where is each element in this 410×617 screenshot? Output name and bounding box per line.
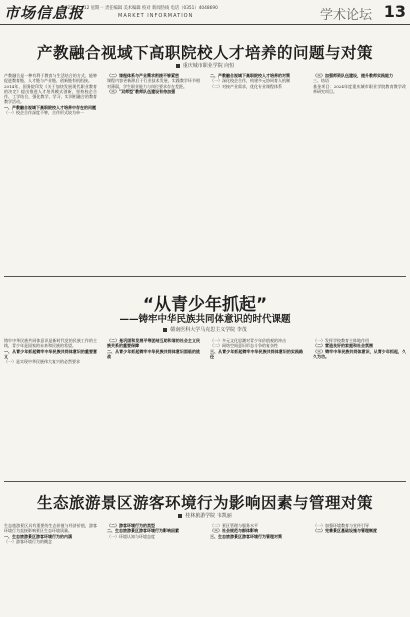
article-3-byline <box>0 512 410 519</box>
article-1-author: 重庆城市职业学院 向恒 <box>182 63 235 69</box>
paragraph: 2014年，国务院印发《关于加快发展现代职业教育的决定》提出推进人才培养模式创新，坚持校企合作、工学结合，强化教学、学习、实训相融合的教育教学活动。 <box>4 83 97 105</box>
paragraph: （二）景区管理与服务水平 <box>210 523 258 528</box>
article-3-column-2 <box>107 523 200 613</box>
paragraph: （二）对接产业需求，优化专业课程体系 <box>210 83 282 89</box>
section-heading: 一、从青少年抓起铸牢中华民族共同体意识的重要意义 <box>4 348 97 359</box>
article-2-column-3 <box>210 338 303 476</box>
issue-info: 2025 · 6 · 12 星期一 责任编辑 美术编辑 校对 新闻热线 电话（0351）4048690 <box>62 6 218 11</box>
article-2-column-1 <box>4 338 97 476</box>
article-divider <box>4 481 406 482</box>
article-2-author: 赣南医科大学马克思主义学院 李茂 <box>170 327 247 333</box>
article-2-column-4 <box>313 338 406 476</box>
article-1-column-3 <box>210 73 303 268</box>
article-1-headline: 产教融合视域下高职院校人才培养的问题与对策 <box>36 44 373 62</box>
paragraph: （一）多元文化思潮对青少年价值观的冲击 <box>210 338 286 343</box>
section-heading: （三）社会规范与群体影响 <box>210 528 258 534</box>
byline-square-icon <box>178 514 182 518</box>
byline-square-icon <box>163 328 167 332</box>
section-heading: 一、产教融合视域下高职院校人才培养中存在的问题 <box>4 104 96 110</box>
section-heading: 二、生态旅游景区游客环境行为影响因素 <box>107 528 179 534</box>
article-2-subheadline: ——铸牢中华民族共同体意识的时代课题 <box>119 314 291 325</box>
paragraph: 三、结语 <box>313 78 329 84</box>
paragraph: （二）网络空间意识形态斗争的复杂性 <box>210 343 278 349</box>
section-heading: （三）加强师资队伍建设，提升教师实践能力 <box>313 73 393 78</box>
paragraph: （一）深化校企合作，构建多元协同育人机制 <box>210 78 290 84</box>
article-1-column-4 <box>313 73 406 268</box>
section-heading: （二）课程体系与产业需求衔接不够紧密 <box>107 73 179 78</box>
article-2-byline <box>0 326 410 333</box>
section-heading: 二、从青少年抓起铸牢中华民族共同体意识面临的挑战 <box>107 348 200 359</box>
section-heading: 二、产教融合视域下高职院校人才培养的对策 <box>210 73 290 78</box>
section-heading: （三）铸牢中华民族共同体意识，从青少年抓起，久久为功。 <box>313 348 406 359</box>
article-2-column-2 <box>107 338 200 476</box>
paragraph: 生态旅游景区具有重要的生态价值与经济价值，游客环境行为直接影响景区生态环境质量。 <box>4 523 97 534</box>
article-3-headline: 生态旅游景区游客环境行为影响因素与管理对策 <box>36 494 373 512</box>
masthead <box>0 0 410 25</box>
section-heading: 三、生态旅游景区游客环境行为管理对策 <box>210 533 282 539</box>
paragraph: 基金项目：2024年度重庆城市职业学院教育教学改革研究项目。 <box>313 83 406 94</box>
newspaper-logo: 市场信息报 <box>4 4 85 22</box>
article-1-column-2 <box>107 73 200 268</box>
paragraph: （一）环境认知与环境态度 <box>107 533 155 539</box>
article-3-column-4 <box>313 523 406 613</box>
article-2-headline: “从青少年抓起” <box>142 295 268 315</box>
section-heading: （二）完善景区基础设施与管理制度 <box>313 528 377 534</box>
article-3-column-1 <box>4 523 97 613</box>
paragraph: 课程内容更新滞后于行业技术发展，实践教学环节相对薄弱，学生职业能力与岗位要求存在差距。 <box>107 78 200 89</box>
paragraph: （一）是实现中华民族伟大复兴的必然要求 <box>4 359 80 365</box>
byline-square-icon <box>176 64 180 68</box>
paragraph: （一）校企合作深度不够，合作形式较为单一 <box>4 110 84 116</box>
section-heading: （三）"双师型"教师队伍建设有待加强 <box>107 88 176 94</box>
article-divider <box>4 276 406 277</box>
paragraph: （一）发挥学校教育主阵地作用 <box>313 338 369 343</box>
section-name: 学术论坛 <box>319 8 372 23</box>
article-3-author: 桂林旅游学院 韦凯丽 <box>185 513 232 519</box>
section-heading: （二）是巩固和发展平等团结互助和谐的社会主义民族关系的重要保障 <box>107 338 200 349</box>
paragraph: （一）加强环境教育与宣传引导 <box>313 523 369 528</box>
article-1-column-1 <box>4 73 97 268</box>
section-heading: 一、生态旅游景区游客环境行为的内涵 <box>4 533 72 539</box>
paragraph: 铸牢中华民族共同体意识是新时代党的民族工作的主线，青少年是国家的未来和民族的希望。 <box>4 338 97 349</box>
paragraph: （一）游客环境行为的概念 <box>4 538 52 544</box>
page-number: 13 <box>383 2 406 21</box>
newspaper-english-name: MARKET INFORMATION <box>118 13 194 19</box>
section-heading: （二）营造良好的家庭和社会氛围 <box>313 343 373 349</box>
paragraph: 产教融合是一种有利于教育与生活结合的方式，能够促进教育链、人才链与产业链、创新链有机衔接。 <box>4 73 97 84</box>
article-3-column-3 <box>210 523 303 613</box>
section-heading: 三、从青少年抓起铸牢中华民族共同体意识的实践路径 <box>210 348 303 359</box>
article-1-byline <box>0 62 410 69</box>
section-heading: （二）游客环境行为的类型 <box>107 523 155 528</box>
